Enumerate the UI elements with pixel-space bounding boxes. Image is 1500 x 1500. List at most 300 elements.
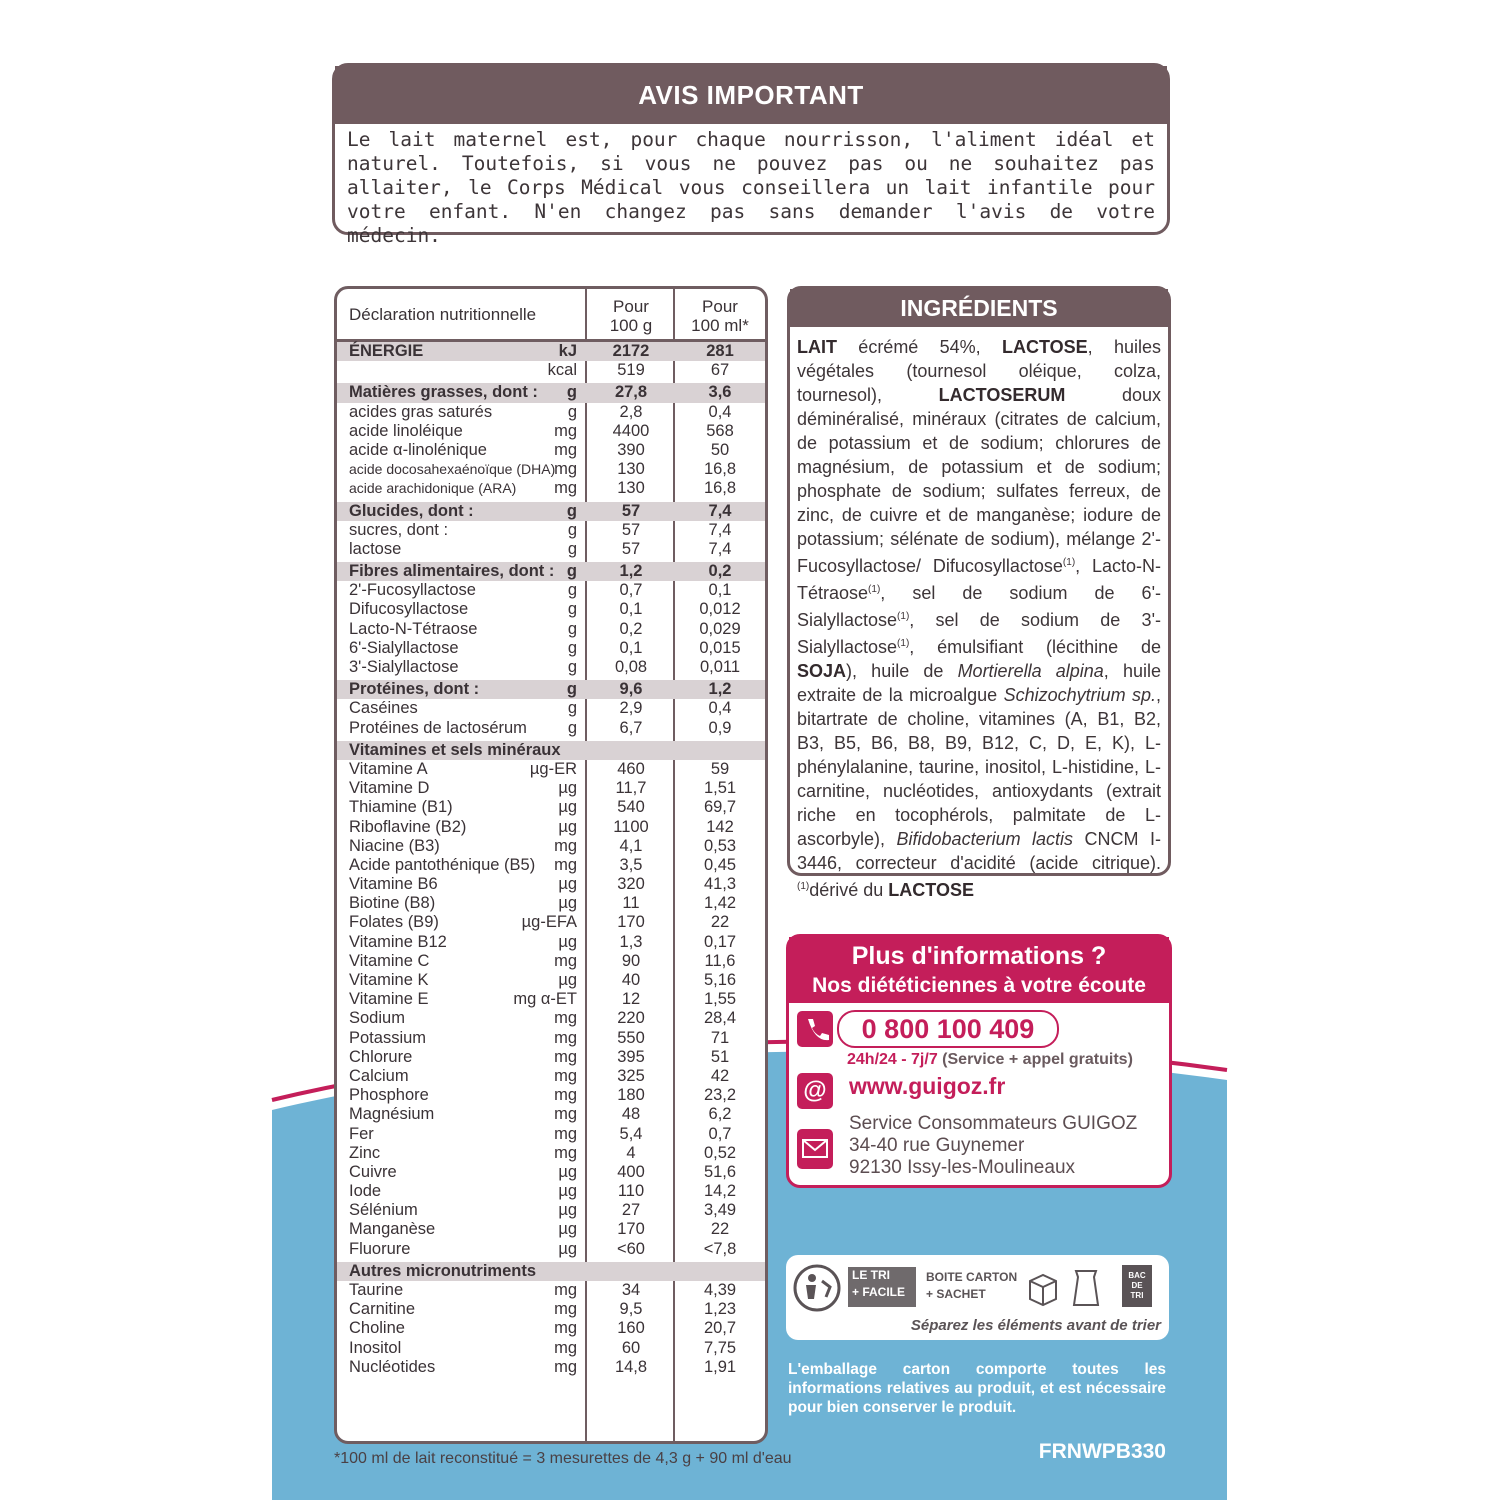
value-per-100ml: 0,1	[708, 581, 732, 600]
value-per-100g: 48	[621, 1105, 641, 1124]
value-per-100ml: 59	[710, 759, 730, 778]
value-per-100ml: 7,4	[708, 501, 732, 520]
value-per-100g: 4	[626, 1143, 636, 1162]
nutrient-name: Iode	[349, 1182, 382, 1201]
nutrient-row	[337, 913, 765, 932]
badge-line-1: LE TRI	[852, 1268, 890, 1282]
nutrition-header	[337, 289, 765, 342]
nutrient-name: Fer	[349, 1124, 374, 1143]
nutrient-unit: mg	[554, 836, 577, 855]
col-per-100ml	[675, 297, 765, 335]
value-per-100g: 2,8	[619, 402, 643, 421]
nutrient-name: Zinc	[349, 1143, 381, 1162]
nutrient-unit: µg	[558, 779, 577, 798]
nutrient-name: Niacine (B3)	[349, 836, 440, 855]
value-per-100ml: 1,91	[703, 1357, 737, 1376]
value-per-100ml: 281	[706, 342, 734, 360]
value-per-100g: 34	[621, 1281, 641, 1299]
value-per-100g: 2,9	[619, 699, 643, 718]
nutrient-name: 2'-Fucosyllactose	[349, 581, 476, 600]
value-per-100g: <60	[617, 1239, 645, 1258]
value-per-100g: 57	[621, 520, 641, 539]
value-per-100ml: 4,39	[703, 1281, 737, 1299]
ingredient-text: ), huile de	[846, 661, 958, 681]
ingredient-allergen: LACTOSE	[1001, 337, 1088, 357]
nutrient-row	[337, 1163, 765, 1182]
nutrition-table	[334, 286, 768, 1444]
value-per-100ml: 41,3	[703, 875, 737, 894]
value-per-100g: 9,5	[619, 1300, 643, 1319]
value-per-100ml: 22	[710, 1220, 730, 1239]
ingredient-species: Mortierella alpina	[957, 661, 1104, 681]
badge-line-2: + FACILE	[852, 1285, 906, 1299]
nutrient-unit: µg	[558, 932, 577, 951]
nutrient-unit: mg	[554, 1009, 577, 1028]
value-per-100g: 540	[617, 798, 645, 817]
value-per-100ml: 23,2	[703, 1086, 737, 1105]
bin-line-2: DE	[1131, 1281, 1143, 1290]
value-per-100g: 400	[617, 1162, 645, 1181]
nutrient-row	[337, 1029, 765, 1048]
nutrient-unit: µg	[558, 817, 577, 836]
col-per-100g	[587, 297, 675, 335]
service-hours	[847, 1051, 1133, 1069]
nutrient-name: Inositol	[349, 1338, 402, 1357]
nutrition-rows	[337, 342, 765, 1377]
value-per-100ml: 7,75	[703, 1338, 737, 1357]
nutrient-unit: µg	[558, 1201, 577, 1220]
packaging-type	[926, 1269, 1017, 1303]
nutrient-row	[337, 1125, 765, 1144]
nutrient-row	[337, 1339, 765, 1358]
nutrient-name: Lacto-N-Tétraose	[349, 619, 478, 638]
nutrient-unit: g	[566, 680, 577, 699]
nutrient-row	[337, 1300, 765, 1319]
le-tri-facile-badge	[848, 1267, 916, 1307]
nutrient-name: 3'-Sialyllactose	[349, 658, 459, 676]
value-per-100g: 0,2	[619, 619, 643, 638]
nutrient-unit: mg	[554, 421, 577, 440]
ingredient-footnote-ref: (1)	[1062, 557, 1076, 568]
nutrient-unit: mg	[554, 1300, 577, 1319]
nutrient-unit: g	[567, 520, 577, 539]
nutrient-row	[337, 760, 765, 779]
nutrient-name: Difucosyllactose	[349, 600, 469, 619]
nutrient-row	[337, 818, 765, 837]
nutrient-unit: g	[567, 581, 577, 600]
nutrient-name: Taurine	[349, 1281, 404, 1299]
value-per-100ml: 16,8	[703, 460, 737, 479]
value-per-100ml: 0,17	[703, 932, 737, 951]
ingredient-allergen: LAIT	[797, 337, 837, 357]
nutrient-unit: g	[567, 699, 577, 718]
value-per-100g: 9,6	[619, 680, 643, 699]
value-per-100g: 325	[617, 1066, 645, 1085]
nutrient-name: Caséines	[349, 699, 418, 718]
nutrient-unit: mg	[554, 1338, 577, 1357]
value-per-100ml: 14,2	[703, 1182, 737, 1201]
value-per-100g: 1,3	[619, 932, 643, 951]
nutrient-row	[337, 639, 765, 658]
nutrient-unit: mg	[554, 1028, 577, 1047]
value-per-100ml: 0,45	[703, 855, 737, 874]
nutrient-unit: µg	[558, 875, 577, 894]
value-per-100ml: 22	[710, 913, 730, 932]
nutrient-unit: g	[567, 718, 577, 737]
nutrient-unit: kJ	[558, 342, 577, 360]
nutrient-unit: kcal	[547, 361, 577, 380]
value-per-100g: 0,7	[619, 581, 643, 600]
separate-instruction: Séparez les éléments avant de trier	[910, 1317, 1161, 1334]
value-per-100g: 4400	[612, 421, 650, 440]
nutrient-unit: mg	[554, 440, 577, 459]
avis-title: AVIS IMPORTANT	[335, 66, 1167, 124]
nutrient-row	[337, 658, 765, 677]
nutrient-unit: mg	[554, 1319, 577, 1338]
nutrient-unit: mg	[554, 1086, 577, 1105]
ingredient-allergen: SOJA	[797, 661, 847, 681]
recycling-bin-icon	[1122, 1265, 1152, 1307]
nutrient-row	[337, 1067, 765, 1086]
nutrient-row	[337, 581, 765, 600]
nutrient-name: Glucides, dont :	[349, 501, 474, 520]
nutrient-name: Calcium	[349, 1066, 409, 1085]
bin-line-1: BAC	[1128, 1271, 1146, 1280]
nutrient-name: Magnésium	[349, 1105, 435, 1124]
value-per-100g: 2172	[612, 342, 650, 360]
column-header-line: Pour	[702, 297, 738, 316]
nutrient-name: Cuivre	[349, 1162, 397, 1181]
nutrient-unit: g	[567, 600, 577, 619]
nutrient-row	[337, 1358, 765, 1377]
nutrient-unit: mg	[554, 460, 577, 479]
value-per-100g: 170	[617, 913, 645, 932]
nutrient-name: Vitamine K	[349, 971, 429, 989]
value-per-100ml: 1,55	[703, 990, 737, 1009]
nutrient-unit: mg	[554, 1105, 577, 1124]
nutrient-section-row	[337, 741, 765, 760]
nutrient-name: Folates (B9)	[349, 913, 439, 932]
value-per-100g: 550	[617, 1028, 645, 1047]
value-per-100ml: 6,2	[708, 1105, 732, 1124]
nutrient-name: Fibres alimentaires, dont :	[349, 562, 555, 581]
nutrient-row	[337, 1281, 765, 1300]
value-per-100ml: 7,4	[708, 539, 732, 558]
nutrient-name: Sélénium	[349, 1201, 418, 1220]
website-link[interactable]: www.guigoz.fr	[849, 1073, 1006, 1099]
column-header-line: 100 g	[609, 316, 653, 335]
value-per-100ml: 28,4	[703, 1009, 737, 1028]
hours-note: (Service + appel gratuits)	[937, 1051, 1133, 1068]
value-per-100g: 130	[617, 479, 645, 498]
value-per-100g: 27	[621, 1201, 641, 1220]
phone-icon	[797, 1011, 833, 1047]
value-per-100ml: 0,52	[703, 1143, 737, 1162]
value-per-100g: 519	[617, 361, 645, 380]
value-per-100ml: 5,16	[703, 971, 737, 989]
value-per-100ml: 51,6	[703, 1162, 737, 1181]
value-per-100g: 57	[621, 539, 641, 558]
nutrient-name: Vitamine B6	[349, 875, 438, 894]
nutrient-name: acide docosahexaénoïque (DHA)	[349, 461, 556, 478]
nutrient-name: lactose	[349, 539, 402, 558]
value-per-100ml: 0,4	[708, 402, 732, 421]
value-per-100ml: 7,4	[708, 520, 732, 539]
ingredient-footnote-ref: (1)	[868, 584, 881, 595]
ingredient-species: Bifidobacterium lactis	[896, 829, 1074, 849]
nutrient-row	[337, 1086, 765, 1105]
nutrient-unit: g	[567, 658, 577, 676]
nutrient-row	[337, 856, 765, 875]
value-per-100g: 220	[617, 1009, 645, 1028]
recycling-box	[786, 1255, 1169, 1340]
ingredient-text: , bitartrate de choline, vitamines (A, B1, B2, B3, B5, B6, B8, B9, B12, C, D, E, K), L-phénylalanine, taurine, inositol, L-histidine, L-carnitine, nucléotides, antioxydants (extrait riche en tocophérols, palmitate de L-ascorbyle),	[797, 685, 1161, 849]
nutrient-unit: g	[566, 562, 577, 581]
avis-text: Le lait maternel est, pour chaque nourrisson, l'aliment idéal et naturel. Toutefois, si vous ne pouvez pas ou ne souhaitez pas allaiter, le Corps Médical vous conseillera un lait infantile pour votre enfant. N'en changez pas sans demander l'avis de votre médecin.	[347, 128, 1155, 247]
value-per-100ml: 3,49	[703, 1201, 737, 1220]
nutrient-name: Fluorure	[349, 1239, 411, 1258]
ingredient-text: , huile extraite de la microalgue	[797, 661, 1161, 705]
value-per-100ml: 3,6	[708, 383, 732, 402]
ingredients-box	[787, 286, 1171, 900]
nutrient-name: Matières grasses, dont :	[349, 383, 538, 402]
nutrient-name: Vitamine E	[349, 990, 429, 1009]
nutrient-unit: mg	[554, 1143, 577, 1162]
value-per-100g: 57	[621, 501, 641, 520]
ingredients-text	[790, 327, 1168, 902]
nutrient-name: Manganèse	[349, 1220, 436, 1239]
column-header-line: Pour	[613, 297, 649, 316]
value-per-100g: 110	[617, 1182, 645, 1201]
nutrient-name: Vitamine C	[349, 951, 430, 970]
nutrient-name: Choline	[349, 1319, 405, 1338]
nutrient-row	[337, 990, 765, 1009]
nutrient-row	[337, 894, 765, 913]
value-per-100ml: 67	[710, 361, 730, 380]
nutrient-name: Vitamines et sels minéraux	[349, 740, 561, 759]
value-per-100g: 11,7	[615, 779, 647, 798]
triman-icon	[792, 1263, 842, 1313]
nutrient-section-row	[337, 1262, 765, 1281]
nutrient-row	[337, 699, 765, 718]
ingredient-text: , sel de sodium de 3'-Sialyllactose	[797, 610, 1161, 657]
nutrient-unit: µg	[558, 971, 577, 989]
nutrient-unit: g	[566, 383, 577, 402]
nutrient-unit: µg	[558, 798, 577, 817]
value-per-100g: 130	[617, 460, 645, 479]
ingredient-text: , huiles végétales (tournesol oléique, colza, tournesol),	[797, 337, 1161, 405]
value-per-100g: 0,1	[619, 638, 643, 657]
nutrient-unit: mg	[554, 1047, 577, 1066]
ingredient-allergen: LACTOSE	[888, 880, 974, 900]
phone-number[interactable]: 0 800 100 409	[837, 1010, 1059, 1048]
value-per-100ml: 1,23	[703, 1300, 737, 1319]
nutrient-unit: µg-EFA	[521, 913, 577, 932]
nutrient-row	[337, 1182, 765, 1201]
value-per-100g: 27,8	[614, 383, 648, 402]
value-per-100ml: 51	[710, 1047, 730, 1066]
value-per-100ml: 20,7	[703, 1319, 737, 1338]
packaging-line-1: BOITE CARTON	[926, 1270, 1018, 1284]
nutrient-name: Autres micronutriments	[349, 1261, 537, 1280]
value-per-100g: 3,5	[619, 855, 643, 874]
nutrient-name: acides gras saturés	[349, 402, 493, 421]
nutrient-row	[337, 971, 765, 990]
nutrient-unit: mg	[554, 479, 577, 498]
nutrient-row	[337, 441, 765, 460]
nutrient-name: Thiamine (B1)	[349, 798, 453, 817]
value-per-100g: 4,1	[619, 836, 643, 855]
nutrient-unit: mg	[554, 1124, 577, 1143]
nutrient-unit: mg	[554, 1066, 577, 1085]
nutrient-unit: g	[567, 539, 577, 558]
hours-text: 24h/24 - 7j/7	[847, 1051, 938, 1068]
nutrition-footnote: *100 ml de lait reconstitué = 3 mesurettes de 4,3 g + 90 ml d'eau	[334, 1450, 792, 1467]
nutrient-row	[337, 779, 765, 798]
nutrient-row	[337, 1048, 765, 1067]
nutrient-row	[337, 1105, 765, 1124]
value-per-100ml: 0,015	[699, 638, 741, 657]
value-per-100g: 1100	[613, 817, 649, 836]
value-per-100ml: 0,4	[708, 699, 732, 718]
value-per-100ml: 16,8	[703, 479, 737, 498]
nutrient-name: Chlorure	[349, 1047, 413, 1066]
value-per-100ml: 50	[710, 440, 730, 459]
nutrient-row	[337, 620, 765, 639]
value-per-100ml: 71	[710, 1028, 730, 1047]
address-line-2: 34-40 rue Guynemer	[849, 1135, 1025, 1156]
nutrient-unit: g	[567, 638, 577, 657]
ingredient-text: doux déminéralisé, minéraux (citrates de calcium, de potassium et de sodium; chlorures de magnésium, de potassium et de sodium; phosphate de sodium; sulfates ferreux, de zinc, de cuivre et de manganèse; iodure de potassium; sélénate de sodium), mélange 2'-Fucosyllactose/ Difucosyllactose	[797, 385, 1161, 576]
nutrient-row	[337, 422, 765, 441]
nutrient-name: Nucléotides	[349, 1357, 436, 1376]
value-per-100g: 170	[617, 1220, 645, 1239]
value-per-100ml: 0,011	[699, 658, 741, 676]
nutrient-name: Potassium	[349, 1028, 427, 1047]
nutrient-row	[337, 1009, 765, 1028]
value-per-100ml: 1,2	[708, 680, 732, 699]
contact-box	[786, 934, 1172, 1188]
value-per-100ml: 0,2	[708, 562, 732, 581]
nutrient-unit: µg	[558, 1162, 577, 1181]
ingredient-text: , émulsifiant (lécithine de	[909, 637, 1161, 657]
value-per-100ml: 11,6	[704, 951, 736, 970]
nutrient-unit: g	[566, 501, 577, 520]
postal-address	[849, 1113, 1137, 1179]
value-per-100g: 90	[621, 951, 641, 970]
sachet-icon	[1070, 1265, 1102, 1309]
value-per-100ml: 0,9	[708, 718, 732, 737]
nutrient-unit: µg	[558, 1239, 577, 1258]
value-per-100ml: 42	[710, 1066, 730, 1085]
ingredient-text: dérivé du	[809, 880, 889, 900]
nutrient-row	[337, 600, 765, 619]
ingredient-allergen: LACTOSERUM	[938, 385, 1066, 405]
value-per-100g: 0,08	[614, 658, 648, 676]
column-header-line: 100 ml*	[691, 316, 749, 335]
nutrient-section-row	[337, 502, 765, 521]
nutrient-row	[337, 1201, 765, 1220]
nutrient-name: 6'-Sialyllactose	[349, 638, 459, 657]
at-icon: @	[797, 1073, 833, 1109]
value-per-100g: 180	[617, 1086, 645, 1105]
value-per-100g: 1,2	[619, 562, 643, 581]
nutrient-section-row	[337, 680, 765, 699]
value-per-100ml: 0,029	[699, 619, 741, 638]
contact-header	[789, 937, 1169, 1003]
nutrient-unit: µg	[558, 894, 577, 913]
nutrient-name: Acide pantothénique (B5)	[349, 855, 536, 874]
nutrient-row	[337, 521, 765, 540]
avis-important-box	[332, 63, 1170, 247]
value-per-100g: 12	[621, 990, 641, 1009]
value-per-100g: 460	[617, 759, 645, 778]
value-per-100g: 40	[621, 971, 641, 989]
ingredients-title: INGRÉDIENTS	[790, 289, 1168, 327]
nutrient-name: Biotine (B8)	[349, 894, 436, 913]
value-per-100g: 0,1	[619, 600, 643, 619]
envelope-icon	[797, 1129, 833, 1169]
nutrient-name: Vitamine B12	[349, 932, 447, 951]
nutrient-name: ÉNERGIE	[349, 342, 424, 360]
nutrient-row	[337, 798, 765, 817]
product-code: FRNWPB330	[1038, 1440, 1166, 1463]
nutrient-unit: µg-ER	[529, 759, 577, 778]
ingredient-text: , Lacto-N-Tétraose	[797, 556, 1161, 603]
nutrient-row	[337, 460, 765, 479]
address-line-3: 92130 Issy-les-Moulineaux	[849, 1157, 1076, 1178]
nutrient-name: Riboflavine (B2)	[349, 817, 467, 836]
nutrient-row	[337, 361, 765, 380]
nutrient-name: acide linoléique	[349, 421, 463, 440]
value-per-100g: 11	[622, 894, 640, 913]
value-per-100ml: 0,7	[708, 1124, 732, 1143]
value-per-100ml: <7,8	[703, 1239, 737, 1258]
nutrient-row	[337, 952, 765, 971]
ingredient-text: écrémé 54%,	[837, 337, 1002, 357]
value-per-100g: 6,7	[619, 718, 643, 737]
packaging-line-2: + SACHET	[926, 1287, 986, 1301]
nutrient-name: sucres, dont :	[349, 520, 449, 539]
nutrient-name: acide arachidonique (ARA)	[349, 480, 517, 497]
nutrient-row	[337, 479, 765, 498]
nutrient-name: Vitamine D	[349, 779, 430, 798]
nutrient-name: Phosphore	[349, 1086, 429, 1105]
nutrient-row	[337, 540, 765, 559]
nutrient-row	[337, 837, 765, 856]
box-icon	[1026, 1267, 1060, 1307]
bin-line-3: TRI	[1130, 1291, 1144, 1300]
value-per-100g: 5,4	[619, 1124, 643, 1143]
value-per-100ml: 568	[706, 421, 734, 440]
nutrient-name: Protéines de lactosérum	[349, 718, 527, 737]
nutrient-unit: g	[567, 402, 577, 421]
nutrient-name: Carnitine	[349, 1300, 416, 1319]
nutrient-section-row	[337, 342, 765, 361]
ingredient-footnote-ref: (1)	[797, 881, 810, 892]
nutrient-row	[337, 719, 765, 738]
nutrient-row	[337, 933, 765, 952]
nutrient-row	[337, 1240, 765, 1259]
nutrient-row	[337, 403, 765, 422]
value-per-100ml: 142	[706, 817, 734, 836]
value-per-100g: 320	[617, 875, 645, 894]
nutrient-row	[337, 1319, 765, 1338]
nutrition-title: Déclaration nutritionnelle	[349, 305, 537, 324]
nutrient-section-row	[337, 562, 765, 581]
nutrient-name: Vitamine A	[349, 759, 428, 778]
nutrient-unit: mg	[554, 1357, 577, 1376]
